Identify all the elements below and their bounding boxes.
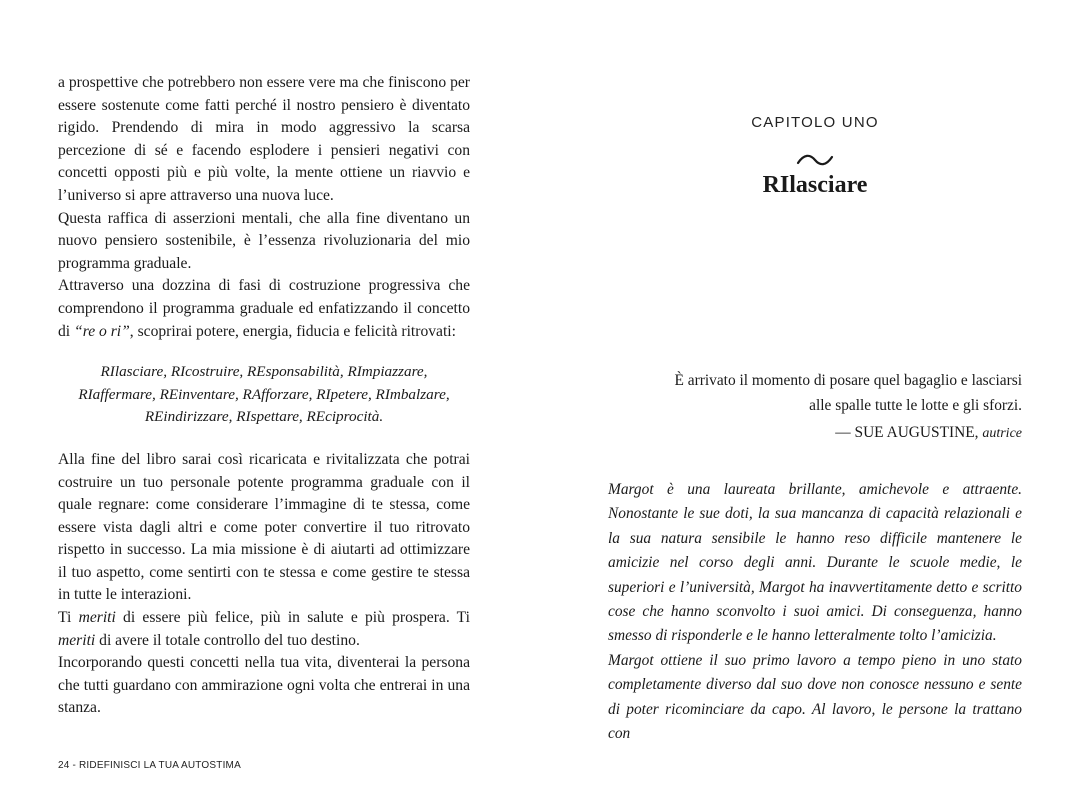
- paragraph: Incorporando questi concetti nella tua vita, diventerai la persona che tutti guardano con ammirazione ogni volta che entrerai in una stanza.: [58, 654, 470, 717]
- paragraph-text: , scoprirai potere, energia, fiducia e felicità ritrovati:: [129, 322, 456, 340]
- left-page: [58, 72, 470, 720]
- paragraph: [58, 275, 470, 343]
- story-paragraph: Margot ottiene il suo primo lavoro a tempo pieno in uno stato completamente diverso dal suo dove non conosce nessuno e sente di poter ricominciare da capo. Al lavoro, le persone la trattano con: [608, 651, 1022, 743]
- paragraph: a prospettive che potrebbero non essere vere ma che finiscono per essere sostenute come fatti perché il nostro pensiero è diventato rigido. Prendendo di mira in modo aggressivo la scarsa percezione di sé e facendo esplodere i pensieri negativi con concetti opposti più e più volte, la mente ottiene un riavvio e l’universo si apre attraverso una nuova luce.: [58, 74, 470, 204]
- left-body-text-lower: [58, 449, 470, 720]
- page-footer: 24 - RIDEFINISCI LA TUA AUTOSTIMA: [58, 760, 241, 771]
- epigraph-attribution: [608, 420, 1022, 446]
- epigraph-role: autrice: [982, 426, 1022, 441]
- paragraph: Questa raffica di asserzioni mentali, che alla fine diventano un nuovo pensiero sostenibile, è l’essenza rivoluzionaria del mio programma graduale.: [58, 209, 470, 272]
- chapter-title: RIlasciare: [762, 172, 868, 198]
- paragraph: [58, 607, 470, 652]
- word-list-line: RIlasciare, RIcostruire, REsponsabilità, RImpiazzare,: [100, 363, 428, 381]
- re-ri-word-list: [58, 361, 470, 429]
- epigraph-line: È arrivato il momento di posare quel bagaglio e lasciarsi: [674, 372, 1022, 389]
- epigraph-author: — SUE AUGUSTINE,: [835, 424, 983, 441]
- paragraph: Alla fine del libro sarai così ricaricata e rivitalizzata che potrai costruire un tuo personale potente programma graduale con il quale regnare: come considerare l’immagine di te stessa, come essere vista dagli altri e come poter convertire il tuo ritrovato rispetto in successo. La mia missione è di aiutarti ad ottimizzare il tuo aspetto, come sentirti con te stessa e come gestire te stessa in tutte le interazioni.: [58, 450, 470, 604]
- right-page: [608, 0, 1022, 810]
- emphasis-text: meriti: [58, 631, 96, 649]
- paragraph-text: Attraverso una dozzina di fasi di costruzione progressiva che comprendono il programma graduale ed enfatizzando il concetto di: [58, 277, 470, 340]
- left-body-text: [58, 72, 470, 343]
- story-text: [608, 478, 1022, 746]
- paragraph-text: Ti: [58, 609, 79, 627]
- story-paragraph: Margot è una laureata brillante, amichevole e attraente. Nonostante le sue doti, la sua mancanza di capacità relazionali e la sua natura sensibile le hanno reso difficile mantenere le amicizie nel corso degli anni. Durante le scuole medie, le superiori e l’università, Margot ha inavvertitamente detto e scritto cose che hanno sconvolto i suoi amici. Di conseguenza, hanno smesso di risponderle e le hanno letteralmente tolto l’amicizia.: [608, 481, 1022, 645]
- word-list-line: RIaffermare, REinventare, RAfforzare, RIpetere, RImbalzare,: [78, 385, 450, 403]
- chapter-label: CAPITOLO UNO: [751, 114, 879, 131]
- emphasis-text: meriti: [78, 609, 116, 627]
- paragraph-text: di essere più felice, più in salute e più prospera. Ti: [115, 609, 470, 627]
- paragraph-text: di avere il totale controllo del tuo destino.: [95, 631, 360, 649]
- epigraph: [608, 368, 1022, 446]
- word-list-line: REindirizzare, RIspettare, REciprocità.: [144, 408, 384, 426]
- tilde-swirl-icon: [796, 152, 834, 168]
- emphasis-text: “re o ri”: [74, 322, 130, 340]
- epigraph-line: alle spalle tutte le lotte e gli sforzi.: [809, 397, 1022, 414]
